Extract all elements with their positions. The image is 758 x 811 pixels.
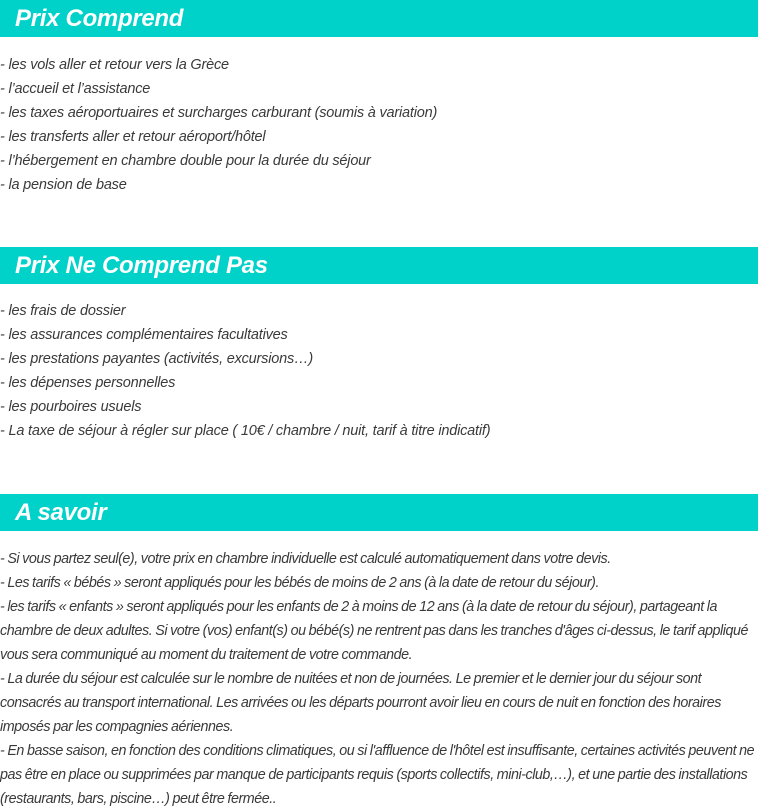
list-item: - les taxes aéroportuaires et surcharges carburant (soumis à variation) xyxy=(0,105,438,121)
section-prix-comprend xyxy=(0,0,758,197)
list-item: - les frais de dossier xyxy=(0,303,126,319)
section-heading: Prix Comprend xyxy=(0,0,758,37)
list-item: - l’hébergement en chambre double pour la durée du séjour xyxy=(0,153,371,169)
info-paragraph: - En basse saison, en fonction des conditions climatiques, ou si l'affluence de l'hôtel est insuffisante, certaines activités peuvent ne pas être en place ou supprimées par manque de participants requis (sports collectifs, mini-club,…), et une partie des installations (restaurants, bars, piscine…) peut être fermée.. xyxy=(0,743,755,807)
list-item: - les dépenses personnelles xyxy=(0,375,176,391)
list-item: - les prestations payantes (activités, excursions…) xyxy=(0,351,313,367)
info-paragraphs xyxy=(0,547,756,811)
info-paragraph: - La durée du séjour est calculée sur le nombre de nuitées et non de journées. Le premier et le dernier jour du séjour sont consacrés au transport international. Les arrivées ou les départs pourront avoir lieu en cours de nuit en fonction des horaires imposés par les compagnies aériennes. xyxy=(0,671,721,735)
info-paragraph: - Les tarifs « bébés » seront appliqués pour les bébés de moins de 2 ans (à la date de retour du séjour). xyxy=(0,575,600,591)
excluded-list xyxy=(0,299,758,443)
list-item: - la pension de base xyxy=(0,177,127,193)
section-heading: Prix Ne Comprend Pas xyxy=(0,247,758,284)
list-item: - l’accueil et l’assistance xyxy=(0,81,151,97)
section-a-savoir xyxy=(0,494,758,811)
list-item: - les pourboires usuels xyxy=(0,399,142,415)
section-prix-ne-comprend-pas xyxy=(0,247,758,443)
info-paragraph: - les tarifs « enfants » seront appliqués pour les enfants de 2 à moins de 12 ans (à la date de retour du séjour), partageant la chambre de deux adultes. Si votre (vos) enfant(s) ou bébé(s) ne rentrent pas dans les tranches d'âges ci-dessus, le tarif appliqué vous sera communiqué au moment du traitement de votre commande. xyxy=(0,599,749,663)
list-item: - les transferts aller et retour aéroport/hôtel xyxy=(0,129,266,145)
info-paragraph: - Si vous partez seul(e), votre prix en chambre individuelle est calculé automatiquement dans votre devis. xyxy=(0,551,611,567)
list-item: - les assurances complémentaires facultatives xyxy=(0,327,288,343)
section-heading: A savoir xyxy=(0,494,758,531)
list-item: - La taxe de séjour à régler sur place ( 10€ / chambre / nuit, tarif à titre indicatif) xyxy=(0,423,491,439)
list-item: - les vols aller et retour vers la Grèce xyxy=(0,57,229,73)
included-list xyxy=(0,53,758,197)
